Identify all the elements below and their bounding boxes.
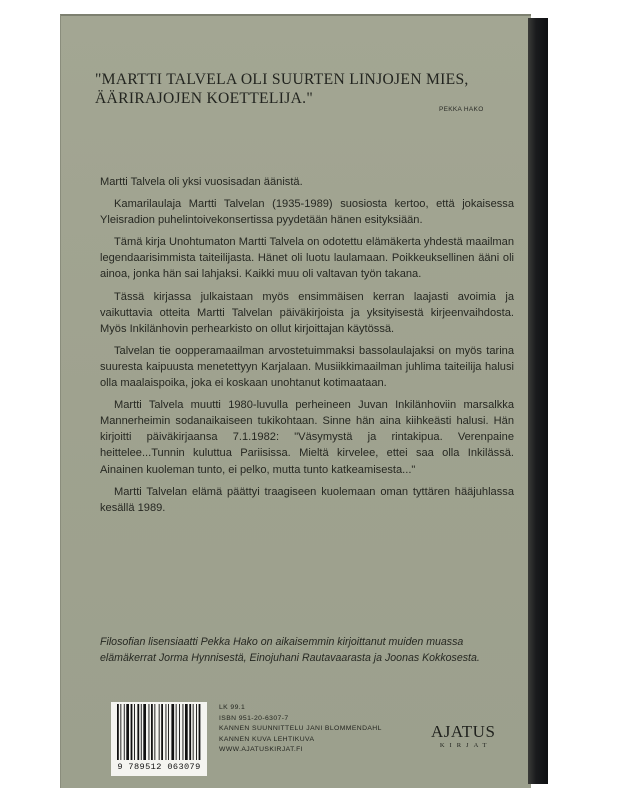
- book: [60, 14, 546, 786]
- blurb-paragraph: Martti Talvelan elämä päättyi traagiseen kuolemaan oman tyttären hääjuhlassa kesällä 1989.: [100, 485, 514, 514]
- blurb-paragraph: Tässä kirjassa julkaistaan myös ensimmäisen kerran laajasti avoimia ja vaikuttavia otteita Martti Talvelan päiväkirjoista ja yksityisestä kirjeenvaihdosta. Myös Inkilänhovin perhearkisto on ollut kirjoittajan käytössä.: [100, 290, 514, 335]
- blurb-paragraph: Martti Talvela oli yksi vuosisadan äänistä.: [100, 176, 303, 188]
- blurb: [100, 174, 514, 522]
- pub-info-line: KANNEN KUVA LEHTIKUVA: [219, 735, 315, 743]
- pub-info-line: WWW.AJATUSKIRJAT.FI: [219, 746, 303, 754]
- pub-info-line: ISBN 951-20-6307-7: [219, 714, 289, 722]
- publisher-logo-text: AJATUS: [431, 722, 496, 741]
- author-note: Filosofian lisensiaatti Pekka Hako on aikaisemmin kirjoittanut muiden muassa elämäkerrat Jorma Hynnisestä, Einojuhani Rautavaarasta ja Joonas Kokkosesta.: [100, 636, 480, 664]
- cover-quote: "MARTTI TALVELA OLI SUURTEN LINJOJEN MIES, ÄÄRIRAJOJEN KOETTELIJA.": [95, 71, 469, 107]
- barcode-bars: [117, 704, 201, 762]
- publisher-logo-subtext: KIRJAT: [439, 742, 492, 749]
- blurb-paragraph: Martti Talvela muutti 1980-luvulla perheineen Juvan Inkilänhoviin marsalkka Mannerheimin sodanaikaiseen tukikohtaan. Sinne hän aina kiihkeästi halusi. Hän kirjoitti päiväkirjaansa 7.1.1982: "Väsymystä ja rintakipua. Verenpaine heittelee...Tunnin kuluttua Pariisissa. Mieltä kirvelee, ettei saa olla Inkilässä. Ainainen kuoleman tunto, ei pelko, mutta tunto katkeamisesta...": [100, 399, 514, 476]
- publisher-logo: [431, 723, 495, 749]
- publication-info: [219, 703, 382, 756]
- blurb-paragraph: Talvelan tie oopperamaailman arvostetuimmaksi bassolaulajaksi on myös tarina suuresta kaipuusta menetettyyn Karjalaan. Musiikkimaailman juhlima taiteilija halusi olla maalaispoika, joka ei koskaan unohtanut kotimaataan.: [100, 344, 514, 390]
- book-spine: [528, 18, 548, 784]
- quote-author: PEKKA HAKO: [439, 106, 484, 113]
- blurb-paragraph: Tämä kirja Unohtumaton Martti Talvela on odotettu elämäkerta yhdestä maailman legendaarisimmista taiteilijasta. Hänet oli luotu laulamaan. Poikkeuksellinen ääni oli ainoa, jonka hän sai lahjaksi. Kaikki muu oli valtavan työn takana.: [100, 236, 514, 281]
- pub-info-line: KANNEN SUUNNITTELU JANI BLOMMENDAHL: [219, 725, 382, 733]
- pub-info-line: LK 99.1: [219, 704, 246, 711]
- blurb-paragraph: Kamarilaulaja Martti Talvelan (1935-1989) suosiosta kertoo, että jokaisessa Yleisradion puhelintoivekonsertissa pyydetään hänen esityksiään.: [100, 198, 514, 227]
- barcode: [111, 702, 207, 776]
- barcode-number: 9 789512 063079: [117, 762, 201, 772]
- back-cover: [60, 14, 531, 788]
